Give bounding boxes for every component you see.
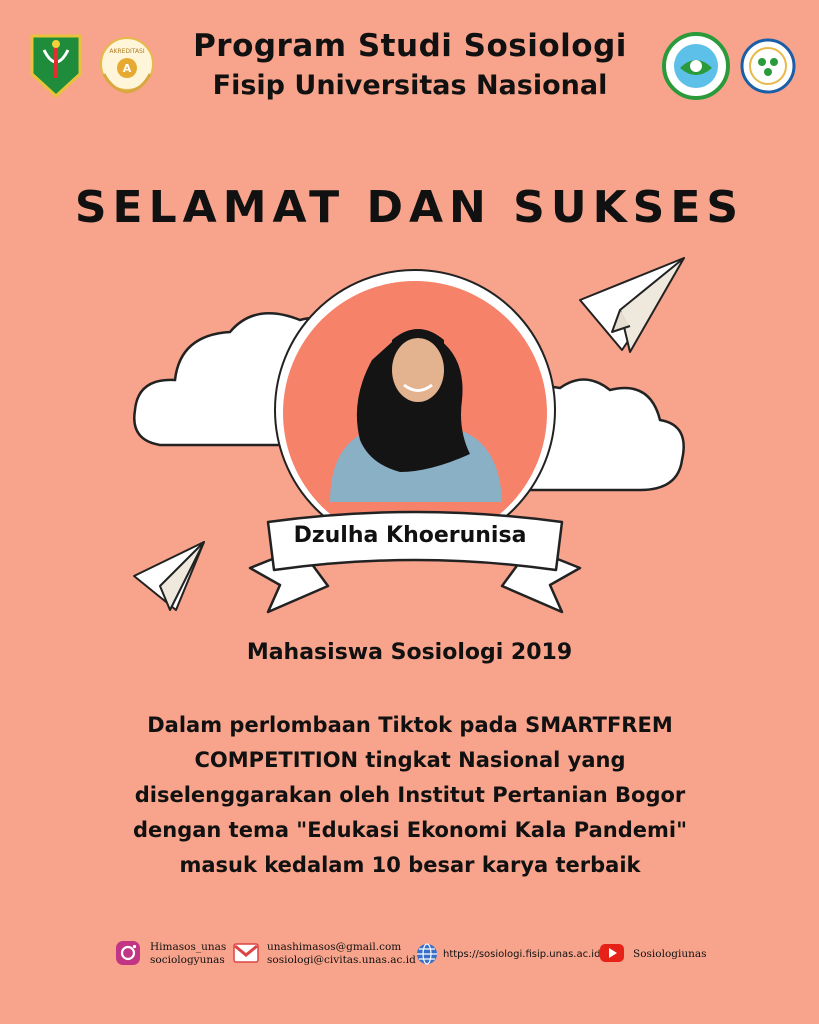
description-line: Dalam perlombaan Tiktok pada SMARTFREM [147, 713, 673, 737]
paper-plane-small-icon [134, 542, 204, 610]
svg-text:AKREDITASI: AKREDITASI [109, 48, 145, 55]
email-addresses[interactable] [267, 941, 416, 967]
awardee-name: Dzulha Khoerunisa [293, 523, 527, 548]
instagram-account[interactable]: sociologyunas [150, 954, 225, 966]
description-line: dengan tema "Edukasi Ekonomi Kala Pandemi" [132, 818, 688, 842]
faculty-title: Fisip Universitas Nasional [212, 70, 608, 101]
globe-icon[interactable] [416, 943, 438, 965]
achievement-description [90, 708, 730, 883]
himasos-logo [660, 32, 732, 100]
awardee-subtitle: Mahasiswa Sosiologi 2019 [246, 640, 573, 665]
instagram-icon[interactable] [115, 940, 141, 966]
paper-plane-icon [580, 258, 684, 352]
university-shield-logo [30, 34, 82, 98]
email-address[interactable]: sosiologi@civitas.unas.ac.id [267, 954, 416, 966]
instagram-accounts[interactable] [150, 941, 226, 967]
congratulations-headline: SELAMAT DAN SUKSES [74, 182, 745, 233]
email-icon[interactable] [233, 943, 259, 963]
email-address[interactable]: unashimasos@gmail.com [267, 941, 402, 953]
description-line: COMPETITION tingkat Nasional yang [194, 748, 626, 772]
youtube-icon[interactable] [600, 944, 624, 962]
instagram-account[interactable]: Himasos_unas [150, 941, 227, 953]
sosiologi-department-logo [740, 32, 796, 100]
program-title: Program Studi Sosiologi [193, 28, 627, 64]
illustration-scene [0, 240, 819, 640]
description-line: masuk kedalam 10 besar karya terbaik [179, 853, 641, 877]
svg-text:A: A [122, 62, 132, 75]
youtube-channel[interactable]: Sosiologiunas [633, 948, 707, 960]
website-link[interactable]: https://sosiologi.fisip.unas.ac.id [443, 949, 601, 960]
description-line: diselenggarakan oleh Institut Pertanian Bogor [134, 783, 686, 807]
accreditation-badge-logo [92, 34, 162, 96]
